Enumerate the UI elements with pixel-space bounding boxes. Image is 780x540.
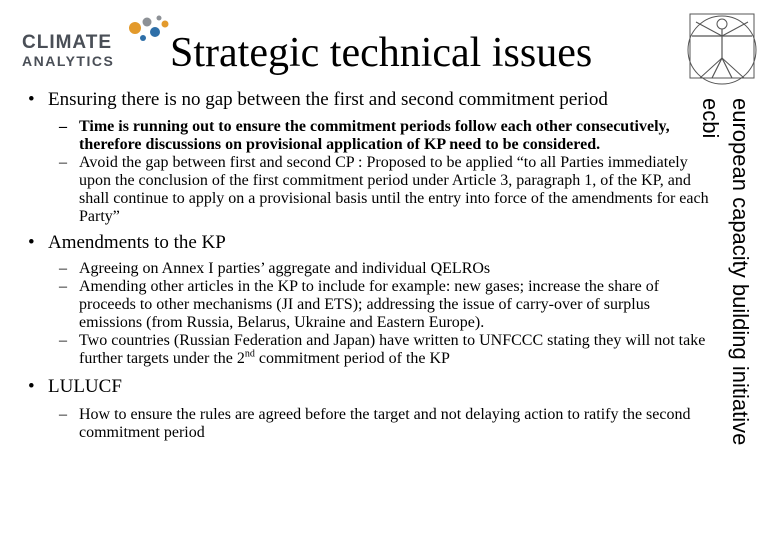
ordinal-suffix: nd bbox=[244, 348, 255, 360]
slide-title: Strategic technical issues bbox=[170, 30, 593, 76]
sub-item-qelros: – Agreeing on Annex I parties’ aggregate and individual QELROs bbox=[24, 260, 714, 278]
slide-body bbox=[24, 89, 714, 442]
side-text-ecbi-full: european capacity building initiative bbox=[728, 98, 753, 446]
bullet-gap-commitment: • Ensuring there is no gap between the first and second commitment period bbox=[24, 89, 714, 111]
sub-item-amending-articles: – Amending other articles in the KP to include for example: new gases; increase the share of proceeds to other mechanisms (JI and ETS); addressing the issue of carry-over of surplus emissions (from Russia, Belarus, Ukraine and Eastern Europe). bbox=[24, 278, 714, 332]
sub-item-avoid-gap: – Avoid the gap between first and second CP : Proposed to be applied “to all Parties immediately upon the conclusion of the first commitment period under Article 3, paragraph 1, of the KP, and shall continue to apply on a provisional basis until the entry into force of the amendments for each Party” bbox=[24, 154, 714, 226]
bullet-lulucf: • LULUCF bbox=[24, 376, 714, 398]
logo-dots-icon bbox=[125, 14, 173, 50]
climate-analytics-logo bbox=[20, 14, 170, 74]
sub-item-two-countries bbox=[24, 332, 714, 368]
side-text-ecbi: ecbi bbox=[698, 98, 723, 139]
two-countries-text: Two countries (Russian Federation and Japan) have written to UNFCCC stating they will not take further targets under the 2 bbox=[79, 332, 706, 367]
vitruvian-man-icon bbox=[682, 8, 762, 98]
bullet-amendments: • Amendments to the KP bbox=[24, 232, 714, 254]
logo-line2: ANALYTICS bbox=[22, 53, 115, 69]
two-countries-text-end: commitment period of the KP bbox=[254, 350, 450, 367]
sub-item-lulucf-rules: – How to ensure the rules are agreed before the target and not delaying action to ratify the second commitment period bbox=[24, 406, 714, 442]
sub-item-time-running-out: – Time is running out to ensure the commitment periods follow each other consecutively, therefore discussions on provisional application of KP need to be considered. bbox=[24, 118, 714, 154]
logo-line1: CLIMATE bbox=[22, 32, 113, 53]
